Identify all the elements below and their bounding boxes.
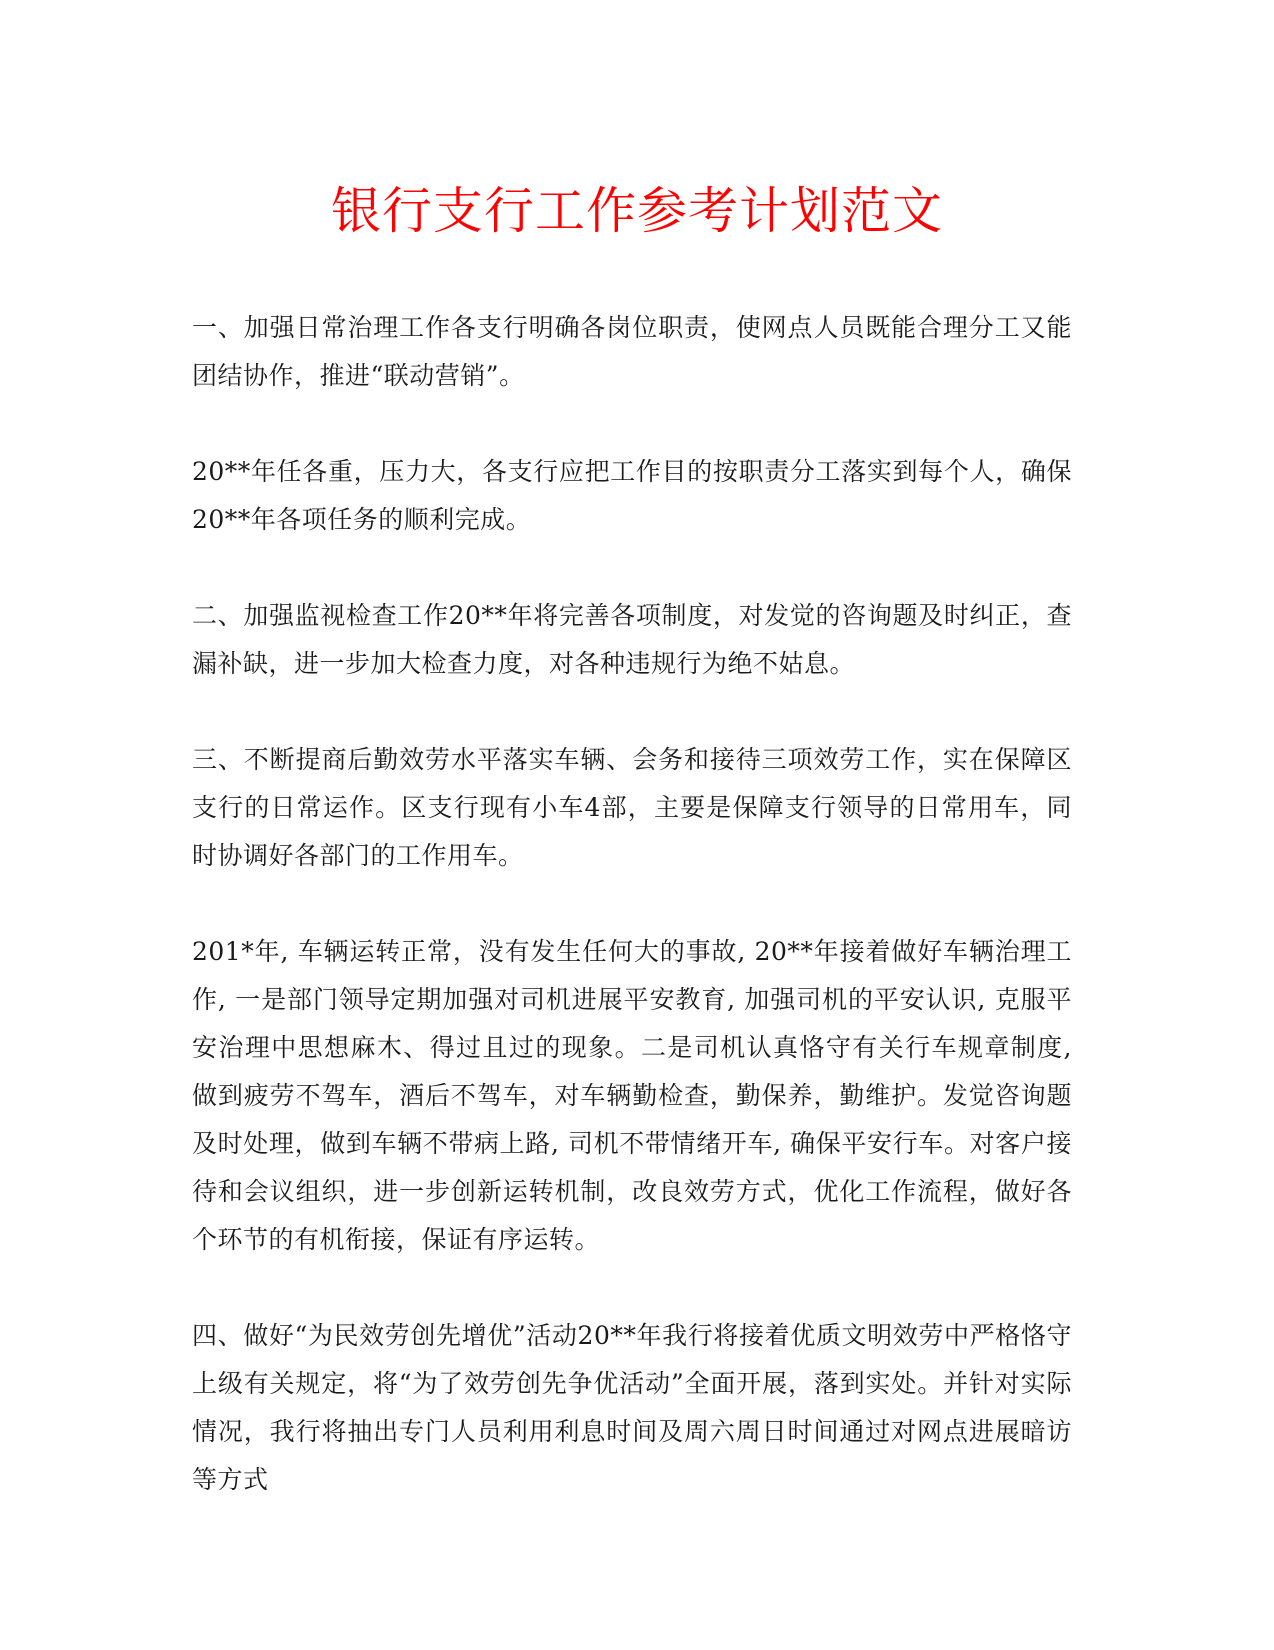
paragraph-5: 201*年, 车辆运转正常，没有发生任何大的事故, 20**年接着做好车辆治理工作, 一是部门领导定期加强对司机进展平安教育, 加强司机的平安认识, 克服平安治理中思想麻木、得过且过的现象。二是司机认真恪守有关行车规章制度, 做到疲劳不驾车，酒后不驾车，对车辆勤检查，勤保养，勤维护。发觉咨询题及时处理，做到车辆不带病上路, 司机不带情绪开车, 确保平安行车。对客户接待和会议组织，进一步创新运转机制，改良效劳方式，优化工作流程，做好各个环节的有机衔接，保证有序运转。 xyxy=(192,937,1072,1254)
paragraph-2: 20**年任各重，压力大，各支行应把工作目的按职责分工落实到每个人，确保20**年各项任务的顺利完成。 xyxy=(192,457,1072,534)
paragraph-6: 四、做好“为民效劳创先增优”活动20**年我行将接着优质文明效劳中严格恪守上级有关规定，将“为了效劳创先争优活动”全面开展，落到实处。并针对实际情况，我行将抽出专门人员利用利息时间及周六周日时间通过对网点进展暗访等方式 xyxy=(192,1321,1072,1494)
paragraph-1: 一、加强日常治理工作各支行明确各岗位职责，使网点人员既能合理分工又能团结协作，推进“联动营销”。 xyxy=(192,313,1072,390)
paragraph-4: 三、不断提商后勤效劳水平落实车辆、会务和接待三项效劳工作，实在保障区支行的日常运作。区支行现有小车4部，主要是保障支行领导的日常用车，同时协调好各部门的工作用车。 xyxy=(192,745,1072,870)
paragraph-3: 二、加强监视检查工作20**年将完善各项制度，对发觉的咨询题及时纠正，查漏补缺，进一步加大检查力度，对各种违规行为绝不姑息。 xyxy=(192,601,1072,678)
document-title: 银行支行工作参考计划范文 xyxy=(331,182,943,240)
document-body xyxy=(192,304,1072,1504)
